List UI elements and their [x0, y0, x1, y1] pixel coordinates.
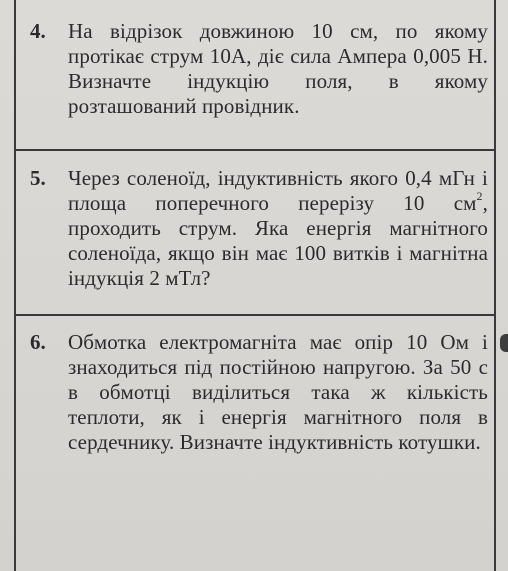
row-divider-2 [14, 314, 496, 316]
task-text-part-2: , проходить струм. Яка енергія магнітного соленоїда, якщо він має 100 витків і магнітна індукція 2 мТл? [68, 191, 488, 290]
task-text: Обмотка електромагніта має опір 10 Ом і знаходиться під постійною напругою. За 50 с в обмотці виділиться така ж кількість теплоти, як і енергія магнітного поля в сердечнику. Визначте індуктивність котушки. [68, 330, 488, 454]
task-text [68, 166, 488, 291]
task-4 [30, 19, 488, 119]
adjacent-column-fragment [500, 334, 508, 352]
task-5 [30, 166, 488, 291]
task-number: 4. [30, 19, 46, 43]
task-number: 5. [30, 166, 46, 190]
table-left-border [14, 0, 16, 571]
row-divider-1 [14, 149, 496, 151]
task-6 [30, 330, 488, 455]
task-text: На відрізок довжиною 10 см, по якому протікає струм 10А, діє сила Ампера 0,005 Н. Визначте індукцію поля, в якому розташований провідник. [68, 19, 488, 118]
table-right-border [494, 0, 496, 571]
task-number: 6. [30, 330, 46, 354]
task-text-part-1: Через соленоїд, індуктивність якого 0,4 мГн і площа поперечного перерізу 10 см [68, 166, 488, 215]
superscript-exponent: 2 [476, 189, 483, 203]
